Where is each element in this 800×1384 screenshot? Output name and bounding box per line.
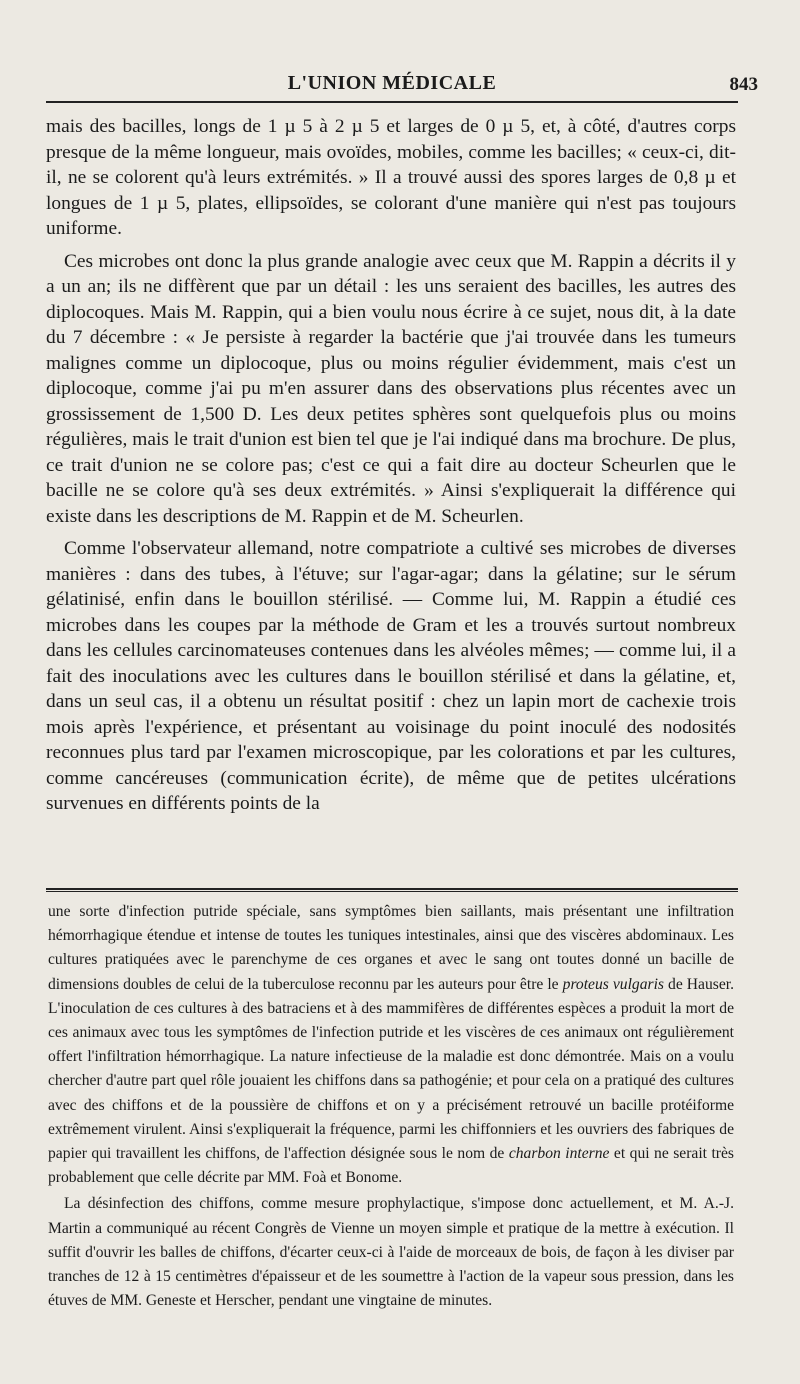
footnotes [48, 900, 734, 1313]
page-header [46, 68, 758, 102]
footnote-paragraph [48, 900, 734, 1190]
footnote-text: de Hauser. L'inoculation de ces cultures à des batraciens et à des mammifères de différentes espèces a produit la mort de ces animaux avec tous les symptômes de l'infection putride et les viscères de ces animaux ont régulièrement offert l'infiltration hémorrhagique. La nature infectieuse de la maladie est donc démontrée. Mais on a voulu chercher d'autre part quel rôle jouaient les chiffons dans sa pathogénie; et pour cela on a pratiqué des cultures avec des chiffons et de la poussière de chiffons et on y a précisément retrouvé un bacille protéiforme extrêmement virulent. Ainsi s'expliquerait la fréquence, parmi les chiffonniers et les ouvriers des fabriques de papier qui travaillent les chiffons, de l'affection désignée sous le nom de [48, 975, 734, 1163]
footnote-paragraph: La désinfection des chiffons, comme mesure prophylactique, s'impose donc actuellement, et M. A.-J. Martin a communiqué au récent Congrès de Vienne un moyen simple et pratique de la mettre à exécution. Il suffit d'ouvrir les balles de chiffons, d'écarter ceux-ci à l'aide de morceaux de bois, de façon à les diviser par tranches de 12 à 15 centimètres d'épaisseur et de les soumettre à l'action de la vapeur sous pression, dans les étuves de MM. Geneste et Herscher, pendant une vingtaine de minutes. [48, 1195, 734, 1310]
paragraph: Ces microbes ont donc la plus grande analogie avec ceux que M. Rappin a décrits il y a un an; ils ne diffèrent que par un détail : les uns seraient des bacilles, les autres des diplocoques. Mais M. Rappin, qui a bien voulu nous écrire à ce sujet, nous dit, à la date du 7 décembre : « Je persiste à regarder la bactérie que j'ai trouvée dans les tumeurs malignes comme un diplocoque, plus ou moins régulier évidemment, mais c'est un diplocoque, comme j'ai pu m'en assurer dans des observations plus récentes avec un grossissement de 1,500 D. Les deux petites sphères sont quelquefois plus ou moins régulières, mais le trait d'union est bien tel que je l'ai indiqué dans ma brochure. De plus, ce trait d'union ne se colore pas; c'est ce qui a fait dire au docteur Scheurlen que le bacille ne se colore qu'à ses deux extrémités. » Ainsi s'expliquerait la différence qui existe dans les descriptions de M. Rappin et de M. Scheurlen. [46, 250, 736, 527]
footnote-rule [46, 888, 738, 892]
footnote-italic-term: charbon interne [508, 1145, 610, 1163]
footnote-italic-term: proteus vulgaris [562, 975, 664, 993]
footnote-text: une sorte d'infection putride spéciale, sans symptômes bien saillants, mais présentant une infiltration hémorrhagique étendue et intense de toutes les tuniques intestinales, ainsi que des viscères abdominaux. Les cultures pratiquées avec le parenchyme de ces organes et avec le sang ont toutes donné un bacille de dimensions doubles de celui de la tuberculose reconnu par les auteurs pour être le [48, 903, 734, 993]
header-rule [46, 101, 738, 103]
paragraph: mais des bacilles, longs de 1 µ 5 à 2 µ 5 et larges de 0 µ 5, et, à côté, d'autres corps presque de la même longueur, mais ovoïdes, mobiles, comme les bacilles; « ceux-ci, dit-il, ne se colorent qu'à leurs extrémités. » Il a trouvé aussi des spores larges de 0,8 µ et longues de 1 µ 5, plates, ellipsoïdes, se colorant d'une manière qui n'est pas toujours uniforme. [46, 116, 736, 239]
main-text [46, 114, 736, 817]
page-number: 843 [729, 74, 758, 95]
footnote-text: et qui ne serait très probablement que celle décrite par MM. Foà et Bonome. [48, 1145, 734, 1187]
paragraph: Comme l'observateur allemand, notre compatriote a cultivé ses microbes de diverses manières : dans des tubes, à l'étuve; sur l'agar-agar; dans la gélatine; sur le sérum gélatinisé, enfin dans le bouillon stérilisé. — Comme lui, M. Rappin a étudié ces microbes dans les coupes par la méthode de Gram et les a trouvés surtout nombreux dans les cellules carcinomateuses contenues dans les alvéoles mêmes; — comme lui, il a fait des inoculations avec les cultures dans le bouillon stérilisé et dans la gélatine, et, dans un seul cas, il a obtenu un résultat positif : chez un lapin mort de cachexie trois mois après l'expérience, et présentant au voisinage du point inoculé des nodosités reconnues plus tard par l'examen microscopique, par les colorations et par les cultures, comme cancéreuses (communication écrite), de même que de petites ulcérations survenues en différents points de la [46, 538, 736, 814]
running-title: L'UNION MÉDICALE [287, 72, 497, 94]
